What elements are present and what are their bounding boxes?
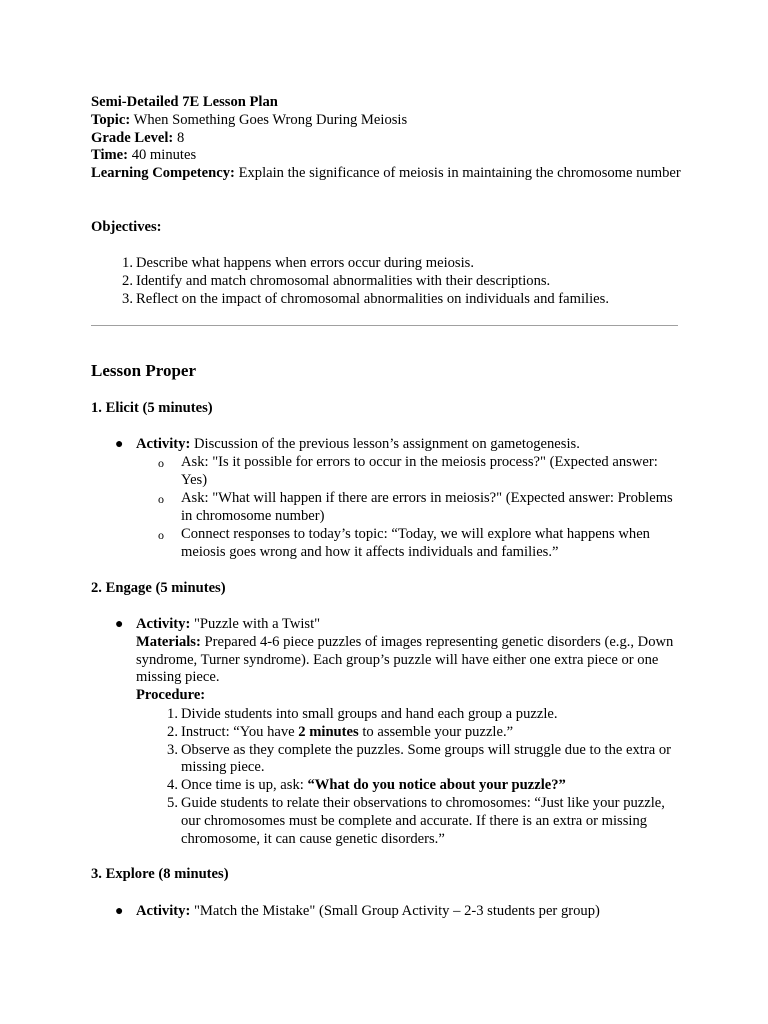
bullet-icon: ● [115, 904, 124, 919]
procedure-label: Procedure: [136, 687, 206, 704]
circle-bullet-icon: o [158, 492, 164, 506]
grade-line: Grade Level: 8 [91, 129, 185, 146]
bullet-icon: ● [115, 437, 124, 452]
list-item: 2. Identify and match chromosomal abnormalities with their descriptions. [122, 272, 551, 289]
list-item: 1. Describe what happens when errors occur during meiosis. [122, 255, 474, 271]
competency-line: Learning Competency: Explain the significance of meiosis in maintaining the chromosome number [91, 165, 681, 182]
list-item: 3. Observe as they complete the puzzles. Some groups will struggle due to the extra or missing piece. [167, 741, 671, 776]
list-item: o Ask: "What will happen if there are errors in meiosis?" (Expected answer: Problems in chromosome number) [158, 490, 673, 524]
explore-heading: 3. Explore (8 minutes) [91, 866, 229, 882]
circle-bullet-icon: o [158, 456, 164, 470]
activity-line: Activity: "Puzzle with a Twist" [136, 616, 321, 632]
engage-activity [115, 616, 681, 705]
procedure-list [167, 706, 681, 848]
elicit-heading: 1. Elicit (5 minutes) [91, 400, 213, 416]
circle-bullet-icon: o [158, 528, 164, 542]
time-line: Time: 40 minutes [91, 147, 197, 164]
bullet-icon: ● [115, 617, 124, 632]
objectives-heading: Objectives: [91, 219, 162, 235]
list-item: 3. Reflect on the impact of chromosomal abnormalities on individuals and families. [122, 290, 609, 307]
engage-heading: 2. Engage (5 minutes) [91, 580, 226, 596]
list-item: 5. Guide students to relate their observations to chromosomes: “Just like your puzzle, our chromosomes must be complete and accurate. If there is an extra or missing chromosome, it can cause genetic disorders.” [167, 794, 665, 847]
horizontal-divider [91, 325, 678, 326]
list-item: 4. Once time is up, ask: “What do you notice about your puzzle?” [167, 777, 566, 794]
explore-activity: ● Activity: "Match the Mistake" (Small Group Activity – 2-3 students per group) [115, 903, 600, 919]
list-item: o Connect responses to today’s topic: “Today, we will explore what happens when meiosis goes wrong and how it affects individuals and families.” [158, 526, 650, 560]
list-item: o Ask: "Is it possible for errors to occur in the meiosis process?" (Expected answer: Yes) [158, 454, 658, 488]
list-item: 2. Instruct: “You have 2 minutes to assemble your puzzle.” [167, 723, 514, 740]
lesson-header [91, 94, 681, 183]
lesson-proper-heading: Lesson Proper [91, 361, 196, 380]
elicit-activity: ● Activity: Discussion of the previous lesson’s assignment on gametogenesis. [115, 436, 580, 452]
list-item: 1. Divide students into small groups and hand each group a puzzle. [167, 706, 558, 722]
topic-line: Topic: When Something Goes Wrong During Meiosis [91, 111, 408, 128]
document-title: Semi-Detailed 7E Lesson Plan [91, 94, 278, 110]
objectives-list [122, 255, 681, 308]
materials-line: Materials: Prepared 4-6 piece puzzles of images representing genetic disorders (e.g., Down syndrome, Turner syndrome). Each group’s puzzle will have either one extra piece or one missing piece. [136, 633, 674, 686]
